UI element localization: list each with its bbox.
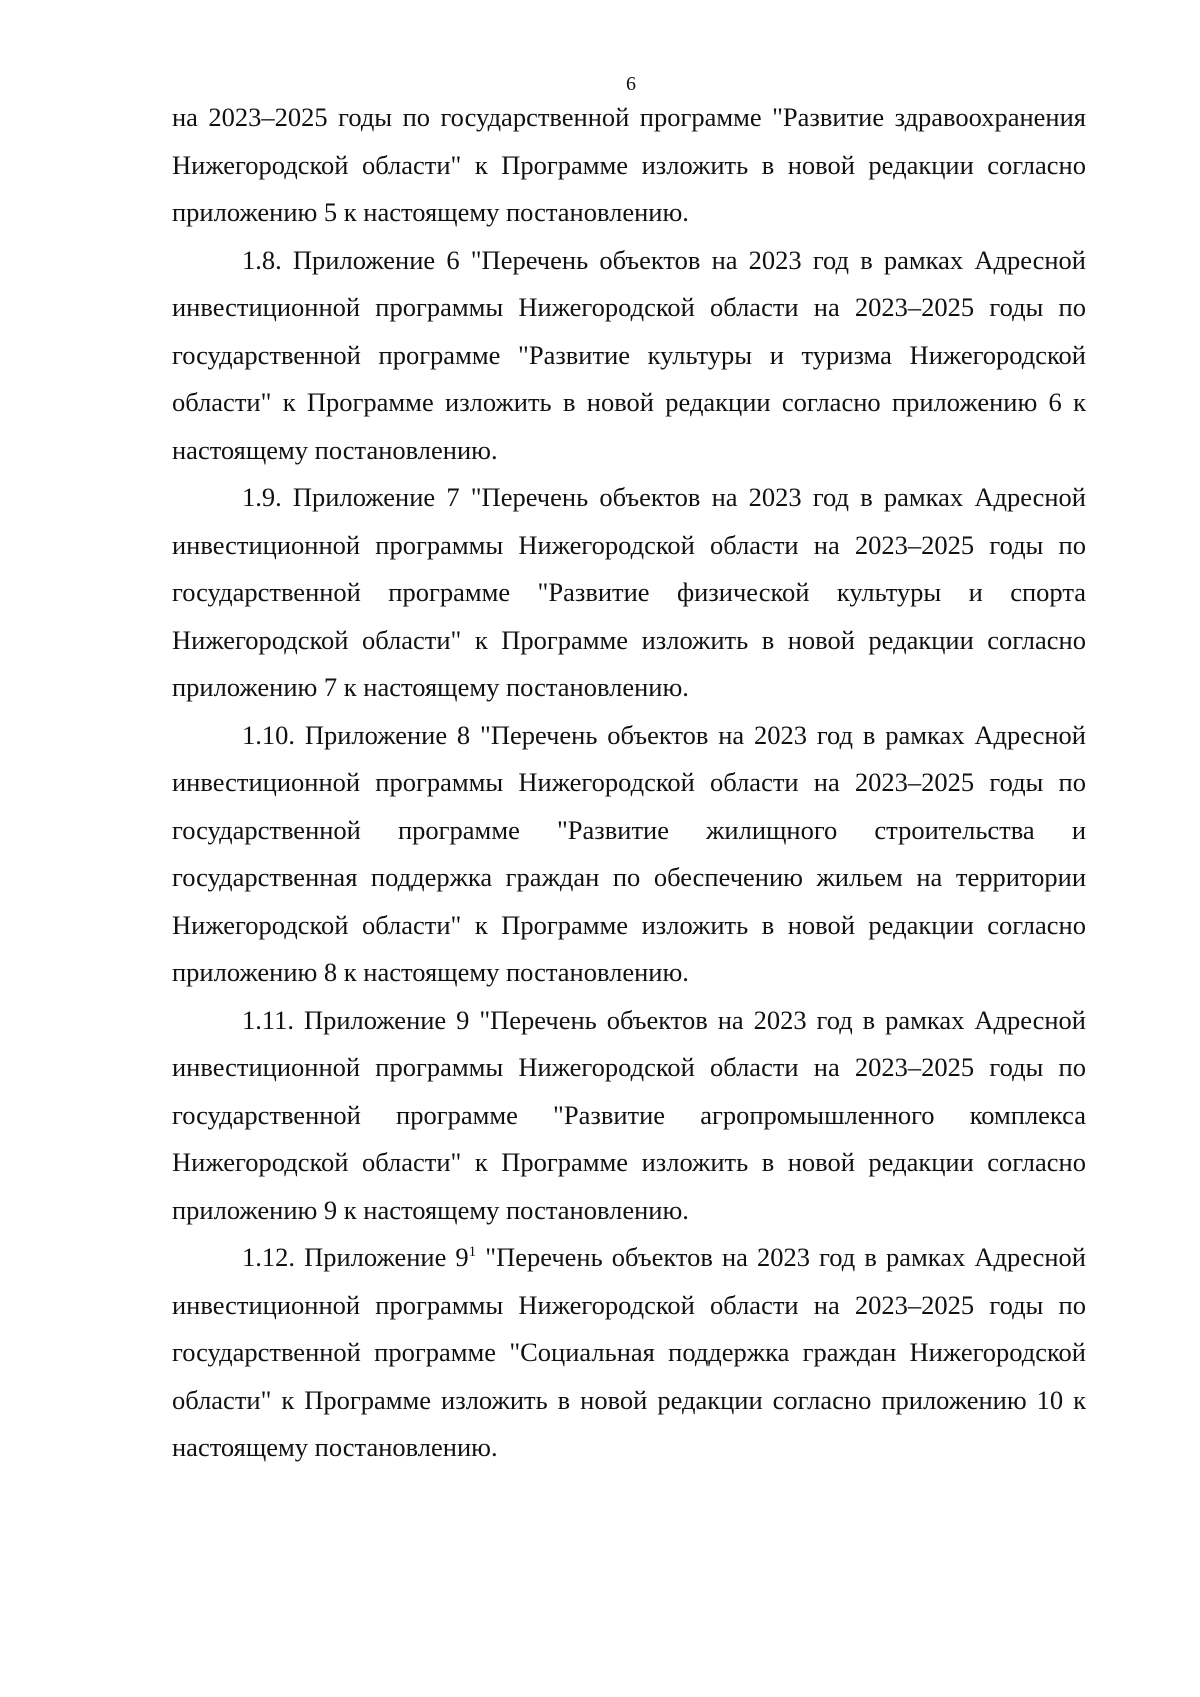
paragraph-1-12-rest: "Перечень объектов на 2023 год в рамках Адресной инвестиционной программы Нижегородской области на 2023–2025 годы по государственной программе "Социальная поддержка граждан Нижегородской области" к Программе изложить в новой редакции согласно приложению 10 к настоящему постановлению. (172, 1242, 1086, 1462)
paragraph-1-8: 1.8. Приложение 6 "Перечень объектов на 2023 год в рамках Адресной инвестиционной программы Нижегородской области на 2023–2025 годы по государственной программе "Развитие культуры и туризма Нижегородской области" к Программе изложить в новой редакции согласно приложению 6 к настоящему постановлению. (172, 244, 1086, 465)
paragraph-continuation: на 2023–2025 годы по государственной программе "Развитие здравоохранения Нижегородской области" к Программе изложить в новой редакции согласно приложению 5 к настоящему постановлению. (172, 102, 1086, 227)
paragraph-1-10: 1.10. Приложение 8 "Перечень объектов на 2023 год в рамках Адресной инвестиционной программы Нижегородской области на 2023–2025 годы по государственной программе "Развитие жилищного строительства и государственная поддержка граждан по обеспечению жильем на территории Нижегородской области" к Программе изложить в новой редакции согласно приложению 8 к настоящему постановлению. (172, 719, 1086, 987)
document-body (172, 94, 1086, 1472)
paragraph-1-12 (172, 1234, 1086, 1472)
page-number: 6 (626, 73, 636, 95)
paragraph-1-11: 1.11. Приложение 9 "Перечень объектов на 2023 год в рамках Адресной инвестиционной программы Нижегородской области на 2023–2025 годы по государственной программе "Развитие агропромышленного комплекса Нижегородской области" к Программе изложить в новой редакции согласно приложению 9 к настоящему постановлению. (172, 1004, 1086, 1225)
paragraph-1-12-lead: 1.12. Приложение 9 (242, 1242, 469, 1272)
paragraph-1-9: 1.9. Приложение 7 "Перечень объектов на 2023 год в рамках Адресной инвестиционной программы Нижегородской области на 2023–2025 годы по государственной программе "Развитие физической культуры и спорта Нижегородской области" к Программе изложить в новой редакции согласно приложению 7 к настоящему постановлению. (172, 482, 1086, 702)
superscript-index: 1 (468, 1244, 477, 1261)
